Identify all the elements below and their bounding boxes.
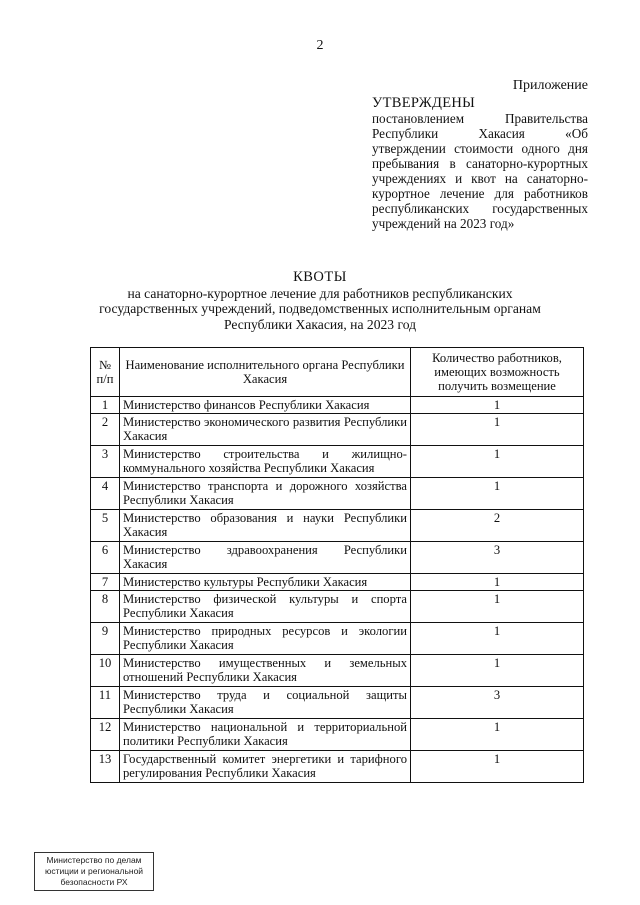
header-count: Количество работников, имеющих возможность получить возмещение xyxy=(411,348,584,397)
page-number: 2 xyxy=(316,38,324,53)
table-row xyxy=(91,510,584,542)
row-num: 1 xyxy=(91,397,120,414)
appendix-label: Приложение xyxy=(512,78,588,93)
row-name: Министерство образования и науки Республики Хакасия xyxy=(120,510,411,542)
row-num: 9 xyxy=(91,623,120,655)
row-name: Министерство национальной и территориальной политики Республики Хакасия xyxy=(120,719,411,751)
heading-line-1: на санаторно-курортное лечение для работников республиканских xyxy=(127,285,513,301)
header-num: № п/п xyxy=(91,348,120,397)
row-name: Министерство финансов Республики Хакасия xyxy=(120,397,411,414)
table-row xyxy=(91,719,584,751)
row-count: 3 xyxy=(411,687,584,719)
row-name: Министерство здравоохранения Республики Хакасия xyxy=(120,542,411,574)
row-num: 6 xyxy=(91,542,120,574)
row-name: Министерство культуры Республики Хакасия xyxy=(120,574,411,591)
row-count: 1 xyxy=(411,719,584,751)
table-row xyxy=(91,687,584,719)
row-count: 1 xyxy=(411,655,584,687)
row-num: 13 xyxy=(91,751,120,783)
approval-body: постановлением Правительства Республики Хакасия «Об утверждении стоимости одного дня пребывания в санаторно-курортных учреждениях и квот на санаторно-курортное лечение для работников республиканских государственных учреждений на 2023 год» xyxy=(372,111,588,231)
row-num: 5 xyxy=(91,510,120,542)
table-row xyxy=(91,655,584,687)
row-num: 8 xyxy=(91,591,120,623)
row-count: 1 xyxy=(411,574,584,591)
row-name: Министерство природных ресурсов и экологии Республики Хакасия xyxy=(120,623,411,655)
row-num: 3 xyxy=(91,446,120,478)
table-row xyxy=(91,751,584,783)
heading-title: КВОТЫ xyxy=(293,269,347,285)
row-num: 7 xyxy=(91,574,120,591)
table-row xyxy=(91,414,584,446)
stamp-line-2: юстиции и региональной xyxy=(44,866,144,876)
row-name: Министерство транспорта и дорожного хозяйства Республики Хакасия xyxy=(120,478,411,510)
document-heading xyxy=(80,270,560,332)
row-count: 1 xyxy=(411,446,584,478)
table-row xyxy=(91,542,584,574)
row-count: 1 xyxy=(411,751,584,783)
registration-stamp xyxy=(34,852,154,891)
row-name: Государственный комитет энергетики и тарифного регулирования Республики Хакасия xyxy=(120,751,411,783)
row-num: 10 xyxy=(91,655,120,687)
heading-line-2: государственных учреждений, подведомственных исполнительным органам xyxy=(99,301,541,316)
approval-title: УТВЕРЖДЕНЫ xyxy=(372,95,476,111)
row-count: 1 xyxy=(411,591,584,623)
stamp-line-3: безопасности РХ xyxy=(60,877,128,887)
row-name: Министерство труда и социальной защиты Республики Хакасия xyxy=(120,687,411,719)
row-num: 2 xyxy=(91,414,120,446)
row-name: Министерство экономического развития Республики Хакасия xyxy=(120,414,411,446)
table-row xyxy=(91,574,584,591)
quota-table xyxy=(90,347,584,783)
row-count: 2 xyxy=(411,510,584,542)
header-name: Наименование исполнительного органа Республики Хакасия xyxy=(120,348,411,397)
table-row xyxy=(91,623,584,655)
row-num: 11 xyxy=(91,687,120,719)
stamp-line-1: Министерство по делам xyxy=(46,855,142,865)
row-name: Министерство строительства и жилищно-коммунального хозяйства Республики Хакасия xyxy=(120,446,411,478)
table-row xyxy=(91,397,584,414)
row-num: 4 xyxy=(91,478,120,510)
row-name: Министерство имущественных и земельных отношений Республики Хакасия xyxy=(120,655,411,687)
row-count: 1 xyxy=(411,623,584,655)
row-name: Министерство физической культуры и спорта Республики Хакасия xyxy=(120,591,411,623)
row-count: 1 xyxy=(411,414,584,446)
row-count: 1 xyxy=(411,397,584,414)
table-row xyxy=(91,446,584,478)
row-num: 12 xyxy=(91,719,120,751)
table-row xyxy=(91,591,584,623)
approval-block xyxy=(372,96,588,231)
row-count: 1 xyxy=(411,478,584,510)
heading-line-3: Республики Хакасия, на 2023 год xyxy=(223,316,417,332)
table-row xyxy=(91,478,584,510)
table-header-row xyxy=(91,348,584,397)
row-count: 3 xyxy=(411,542,584,574)
